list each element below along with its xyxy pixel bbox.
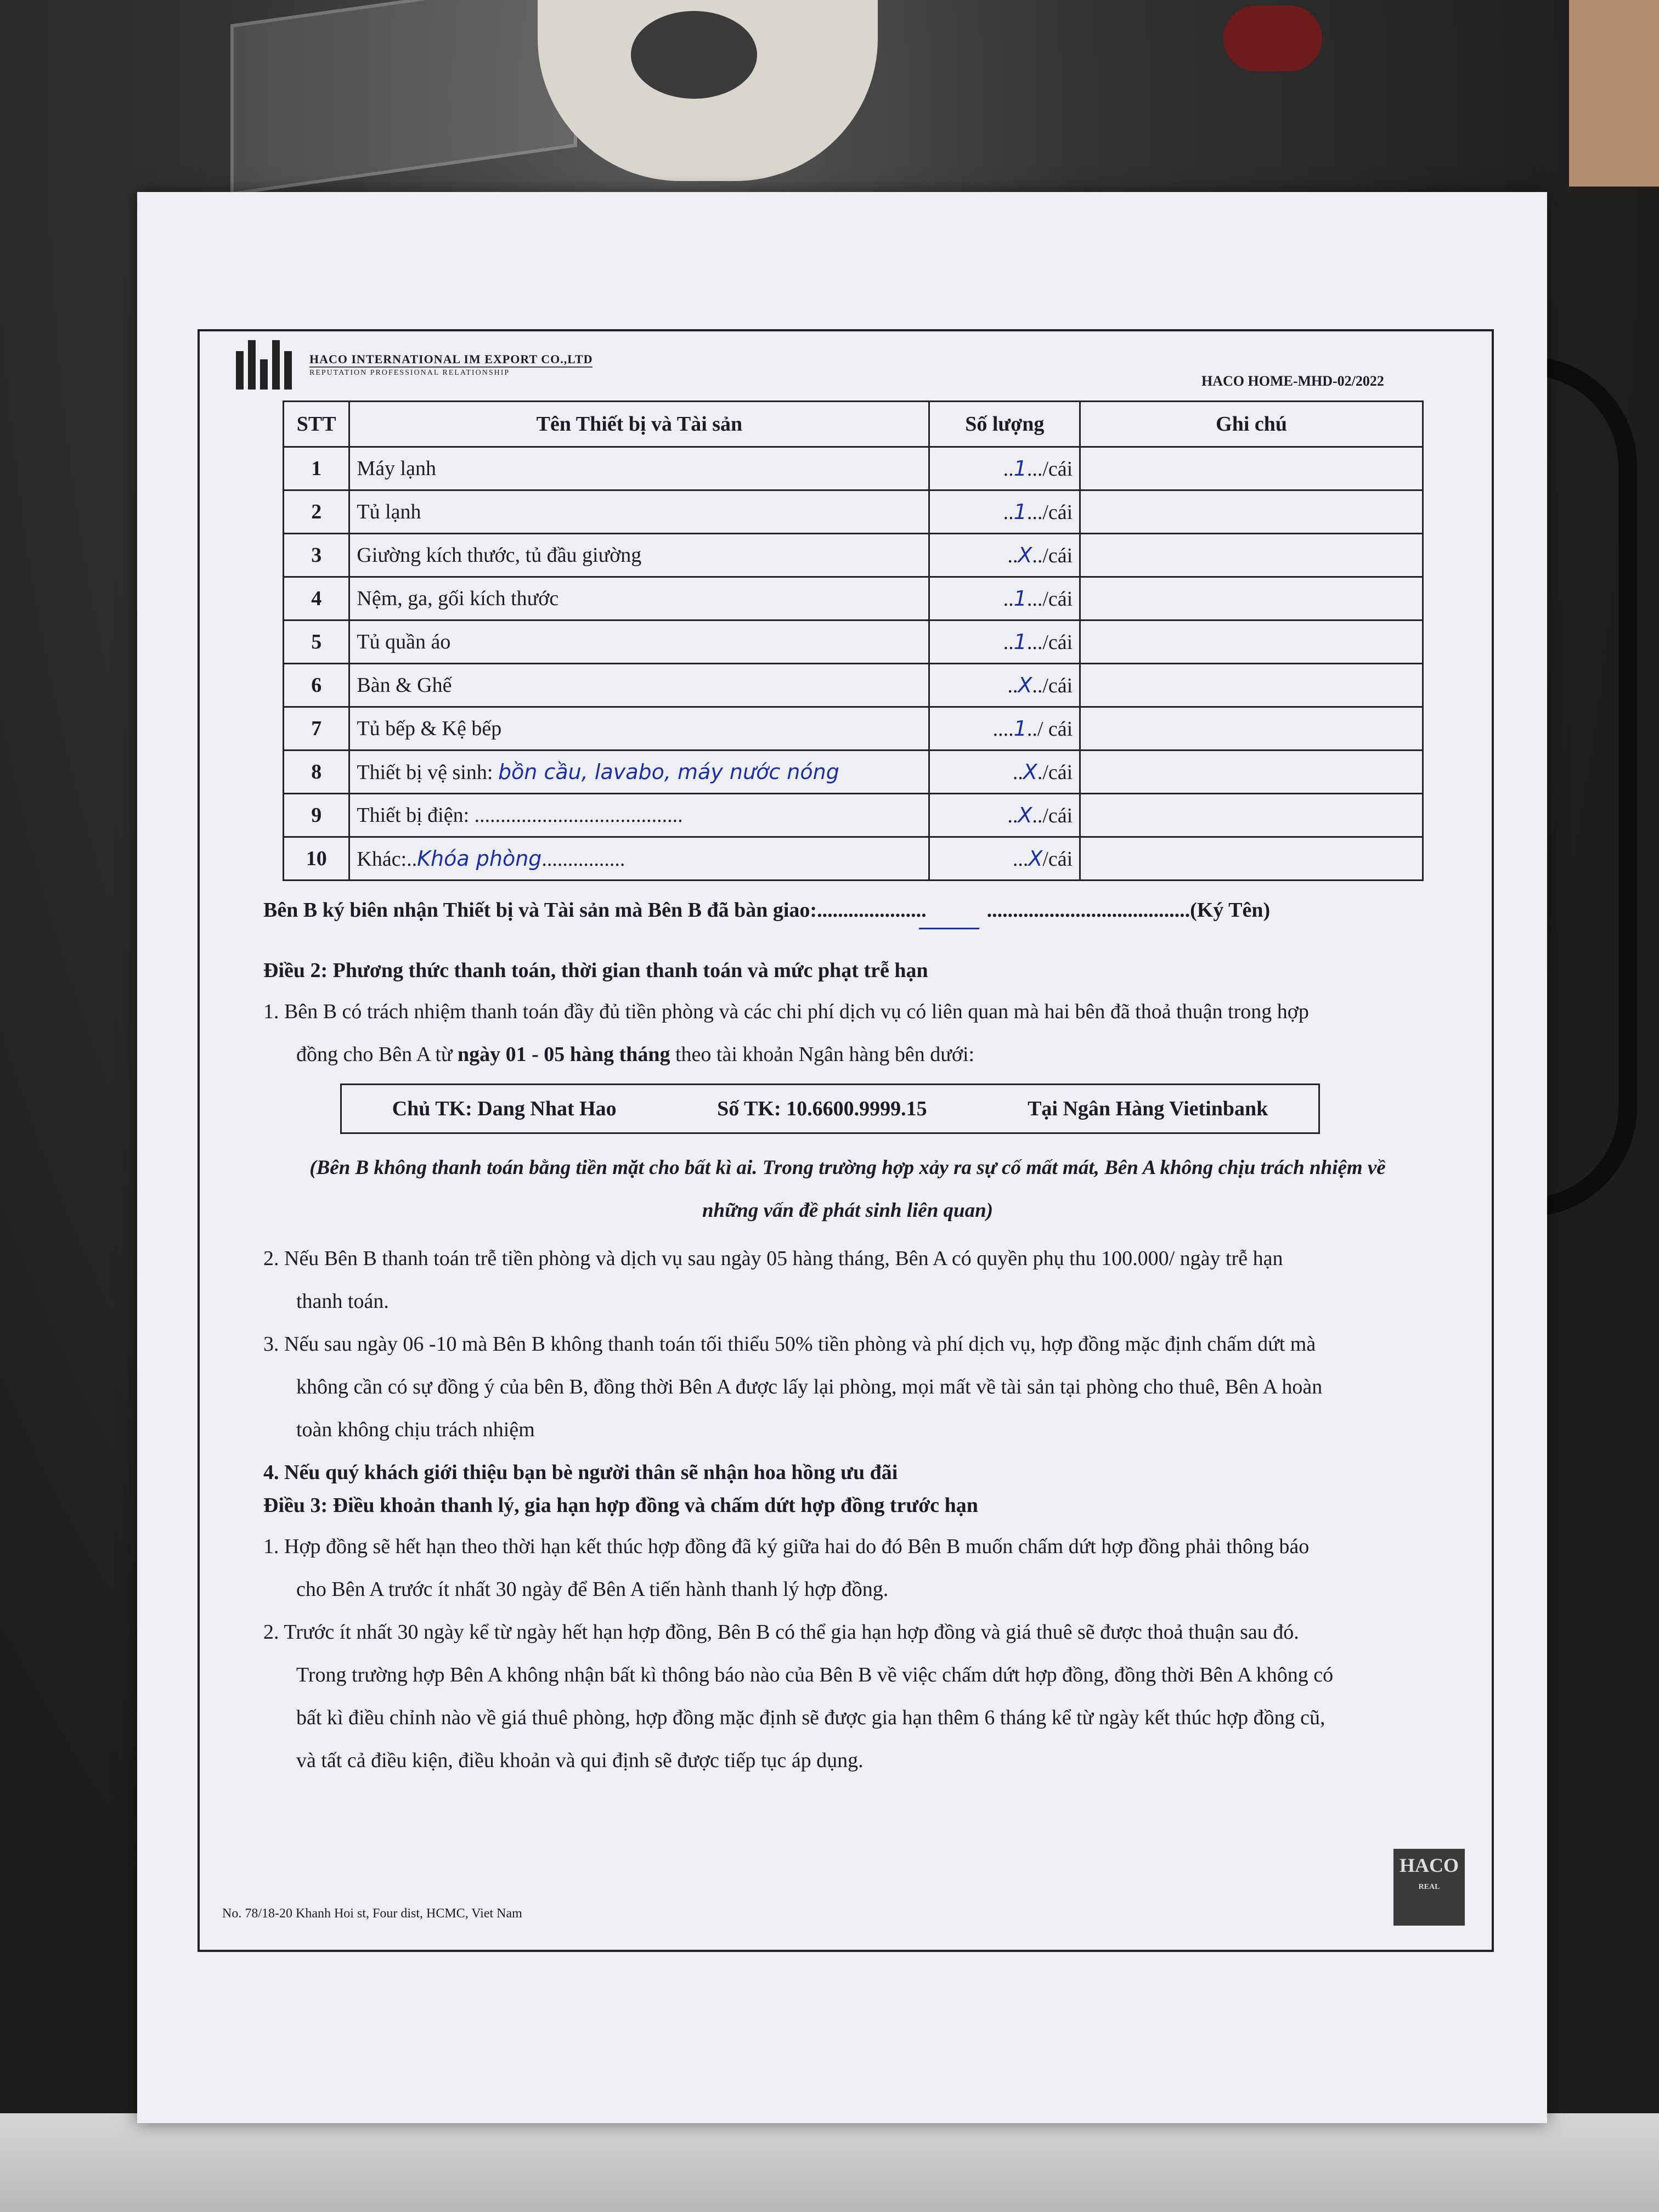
haco-stamp: HACO REAL bbox=[1393, 1849, 1465, 1926]
form-code: HACO HOME-MHD-02/2022 bbox=[1201, 373, 1384, 389]
qty-mark: X bbox=[1018, 543, 1032, 567]
row-note bbox=[1080, 664, 1423, 707]
table-row bbox=[284, 447, 1423, 490]
table-row bbox=[284, 490, 1423, 534]
fabric-bottom bbox=[0, 2113, 1659, 2212]
handwritten-note: Khóa phòng bbox=[417, 846, 542, 871]
row-note bbox=[1080, 707, 1423, 751]
row-note bbox=[1080, 620, 1423, 664]
article3-title: Điều 3: Điều khoản thanh lý, gia hạn hợp đồng và chấm dứt hợp đồng trước hạn bbox=[263, 1494, 978, 1517]
row-qty: ..X../cái bbox=[929, 534, 1080, 577]
article3-items: 1. Hợp đồng sẽ hết hạn theo thời hạn kết thúc hợp đồng đã ký giữa hai do đó Bên B muốn chấm dứt hợp đồng phải thông báo cho Bên A trước ít nhất 30 ngày để Bên A tiến hành thanh lý hợp đồng. 2. Trước ít nhất 30 ngày kể từ ngày hết hạn hợp đồng, Bên B có thể gia hạn hợp đồng và giá thuê sẽ được thoả thuận sau đó. Trong trường hợp Bên A không nhận bất kì thông báo nào của Bên B về việc chấm dứt hợp đồng, đồng thời Bên A không có bất kì điều chỉnh nào về giá thuê phòng, hợp đồng mặc định sẽ được gia hạn thêm 6 tháng kể từ ngày kết thúc hợp đồng cũ, và tất cả điều kiện, điều khoản và qui định sẽ được tiếp tục áp dụng. bbox=[263, 1535, 1334, 1772]
unit: /cái bbox=[1042, 804, 1073, 827]
col-note: Ghi chú bbox=[1080, 402, 1423, 447]
row-note bbox=[1080, 577, 1423, 620]
row-stt: 7 bbox=[284, 707, 349, 751]
row-stt: 9 bbox=[284, 794, 349, 837]
table-row bbox=[284, 794, 1423, 837]
row-stt: 1 bbox=[284, 447, 349, 490]
row-qty: ..1.../cái bbox=[929, 447, 1080, 490]
table-row bbox=[284, 707, 1423, 751]
haco-logo-icon bbox=[236, 340, 302, 390]
table-row bbox=[284, 837, 1423, 881]
row-name: Máy lạnh bbox=[349, 447, 929, 490]
col-stt: STT bbox=[284, 402, 349, 447]
qty-mark: 1 bbox=[1013, 629, 1027, 654]
row-stt: 3 bbox=[284, 534, 349, 577]
article2-item1: 1. Bên B có trách nhiệm thanh toán đầy đủ tiền phòng và các chi phí dịch vụ có liên quan mà hai bên đã thoả thuận trong hợp đồng cho Bên A từ ngày 01 - 05 hàng tháng theo tài khoản Ngân hàng bên dưới: bbox=[263, 1000, 1309, 1066]
footer-address: No. 78/18-20 Khanh Hoi st, Four dist, HCMC, Viet Nam bbox=[222, 1906, 522, 1921]
account-number: Số TK: 10.6600.9999.15 bbox=[717, 1097, 927, 1120]
row-name: Bàn & Ghế bbox=[349, 664, 929, 707]
table-row bbox=[284, 534, 1423, 577]
table-header-row bbox=[284, 402, 1423, 447]
row-name: Thiết bị điện: ........................................ bbox=[349, 794, 929, 837]
row-name: Nệm, ga, gối kích thước bbox=[349, 577, 929, 620]
unit: / cái bbox=[1037, 717, 1073, 741]
qty-mark: X bbox=[1023, 759, 1037, 784]
article2-items: 2. Nếu Bên B thanh toán trễ tiền phòng và dịch vụ sau ngày 05 hàng tháng, Bên A có quyền phụ thu 100.000/ ngày trễ hạn thanh toán. 3. Nếu sau ngày 06 -10 mà Bên B không thanh toán tối thiểu 50% tiền phòng và phí dịch vụ, hợp đồng mặc định chấm dứt mà không cần có sự đồng ý của bên B, đồng thời Bên A được lấy lại phòng, mọi mất về tài sản tại phòng cho thuê, Bên A hoàn toàn không chịu trách nhiệm 4. Nếu quý khách giới thiệu bạn bè người thân sẽ nhận hoa hồng ưu đãi bbox=[263, 1247, 1323, 1484]
qty-mark: X bbox=[1028, 846, 1043, 871]
row-name: Tủ quần áo bbox=[349, 620, 929, 664]
row-qty: ....1../ cái bbox=[929, 707, 1080, 751]
bank-name: Tại Ngân Hàng Vietinbank bbox=[1028, 1097, 1268, 1120]
row-name: Tủ bếp & Kệ bếp bbox=[349, 707, 929, 751]
company-tagline: REPUTATION PROFESSIONAL RELATIONSHIP bbox=[309, 366, 592, 377]
table-row bbox=[284, 577, 1423, 620]
row-qty: ..X../cái bbox=[929, 664, 1080, 707]
wooden-board bbox=[1569, 0, 1659, 187]
contract-page bbox=[137, 192, 1547, 2123]
table-row bbox=[284, 620, 1423, 664]
account-holder: Chủ TK: Dang Nhat Hao bbox=[392, 1097, 617, 1120]
row-name: Thiết bị vệ sinh: bồn cầu, lavabo, máy nước nóng bbox=[349, 751, 929, 794]
unit: /cái bbox=[1042, 587, 1073, 611]
signature-mark bbox=[918, 895, 995, 929]
row-note bbox=[1080, 751, 1423, 794]
asset-table bbox=[283, 400, 1424, 881]
row-stt: 8 bbox=[284, 751, 349, 794]
company-logo bbox=[236, 340, 592, 390]
row-qty: ...X/cái bbox=[929, 837, 1080, 881]
unit: /cái bbox=[1042, 630, 1073, 654]
qty-mark: 1 bbox=[1013, 499, 1027, 524]
row-qty: ..1.../cái bbox=[929, 577, 1080, 620]
unit: /cái bbox=[1042, 544, 1073, 567]
qty-mark: 1 bbox=[1013, 716, 1027, 741]
row-name: Khác:..Khóa phòng................ bbox=[349, 837, 929, 881]
row-note bbox=[1080, 447, 1423, 490]
row-stt: 10 bbox=[284, 837, 349, 881]
qty-mark: X bbox=[1018, 803, 1032, 827]
row-note bbox=[1080, 794, 1423, 837]
handwritten-note: bồn cầu, lavabo, máy nước nóng bbox=[498, 759, 839, 784]
article2-title: Điều 2: Phương thức thanh toán, thời gian thanh toán và mức phạt trễ hạn bbox=[263, 959, 928, 982]
col-name: Tên Thiết bị và Tài sản bbox=[349, 402, 929, 447]
qty-mark: 1 bbox=[1013, 586, 1027, 611]
unit: /cái bbox=[1042, 760, 1073, 784]
row-note bbox=[1080, 534, 1423, 577]
row-note bbox=[1080, 837, 1423, 881]
table-row bbox=[284, 751, 1423, 794]
unit: /cái bbox=[1042, 457, 1073, 481]
row-note bbox=[1080, 490, 1423, 534]
unit: /cái bbox=[1042, 847, 1073, 871]
row-qty: ..1.../cái bbox=[929, 490, 1080, 534]
unit: /cái bbox=[1042, 674, 1073, 697]
qty-mark: X bbox=[1018, 673, 1032, 697]
row-stt: 4 bbox=[284, 577, 349, 620]
row-stt: 2 bbox=[284, 490, 349, 534]
row-qty: ..X../cái bbox=[929, 794, 1080, 837]
company-name: HACO INTERNATIONAL IM EXPORT CO.,LTD bbox=[309, 352, 593, 366]
payment-warning: (Bên B không thanh toán bằng tiền mặt cho bất kì ai. Trong trường hợp xảy ra sự cố mất mát, Bên A không chịu trách nhiệm về những vấn đề phát sinh liên quan) bbox=[309, 1156, 1386, 1222]
row-qty: ..X./cái bbox=[929, 751, 1080, 794]
row-stt: 6 bbox=[284, 664, 349, 707]
signature-line: Bên B ký biên nhận Thiết bị và Tài sản mà Bên B đã bàn giao:..................... .......................................(Ký Tên) bbox=[263, 889, 1443, 932]
qty-mark: 1 bbox=[1013, 456, 1027, 481]
row-stt: 5 bbox=[284, 620, 349, 664]
row-name: Giường kích thước, tủ đầu giường bbox=[349, 534, 929, 577]
col-qty: Số lượng bbox=[929, 402, 1080, 447]
row-qty: ..1.../cái bbox=[929, 620, 1080, 664]
table-row bbox=[284, 664, 1423, 707]
unit: /cái bbox=[1042, 500, 1073, 524]
red-object bbox=[1223, 5, 1322, 71]
row-name: Tủ lạnh bbox=[349, 490, 929, 534]
bank-account-box bbox=[340, 1084, 1320, 1134]
